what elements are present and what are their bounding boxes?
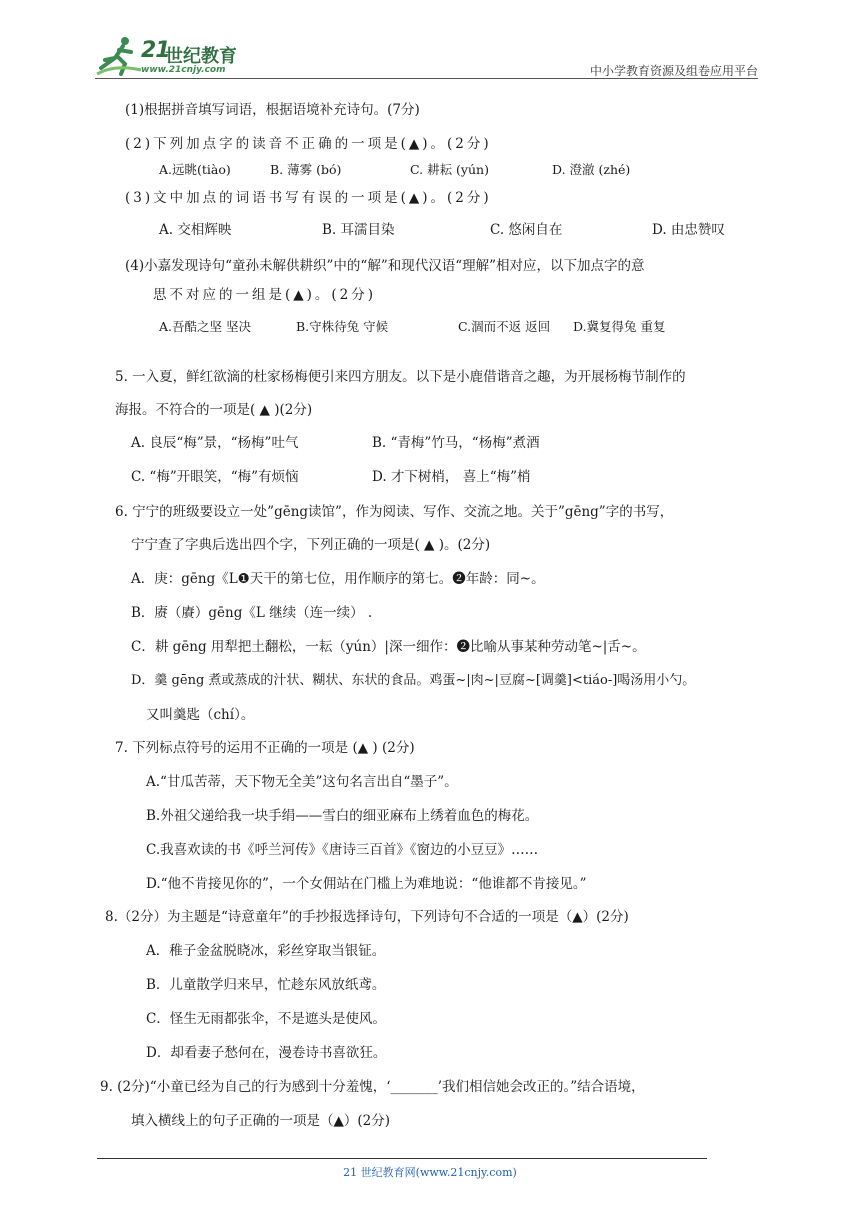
q6-line1: 6. 宁宁的班级要设立一处”gēng读馆”，作为阅读、写作、交流之地。关于”gēng”字的书写， (115, 504, 674, 520)
logo-number: 21 (141, 38, 170, 63)
logo (95, 34, 265, 78)
q6-line2: 宁宁查了字典后选出四个字，下列正确的一项是( ▲ )。(2分) (131, 537, 491, 553)
platform-title: 中小学教育资源及组卷应用平台 (589, 64, 758, 78)
q4-sub2-option-b: B. 薄雾 (bó) (270, 162, 342, 177)
footer-divider (97, 1158, 707, 1159)
q9-line2: 填入横线上的句子正确的一项是（▲）(2分) (131, 1113, 391, 1129)
q4-sub2: (2)下列加点字的读音不正确的一项是(▲)。(2分) (125, 136, 492, 152)
q5-option-c: C. “梅”开眼笑，“梅”有烦恼 (131, 469, 299, 485)
page-header (95, 30, 758, 80)
q7-option-b: B.外祖父递给我一块手绢——雪白的细亚麻布上绣着血色的梅花。 (146, 808, 539, 824)
q5-option-d: D. 才下树梢， 喜上“梅”梢 (372, 469, 531, 485)
running-figure-icon (95, 34, 145, 78)
q7-option-c: C.我喜欢读的书《呼兰河传》《唐诗三百首》《窗边的小豆豆》…… (146, 842, 539, 858)
q6-option-b: B．赓（賡）gēng《L 继续（连一续） . (131, 605, 373, 621)
q6-option-d-line2: 又叫羹匙（chí）。 (146, 707, 255, 723)
q4-sub2-option-a: A.远眺(tiào) (159, 162, 231, 177)
footer-link[interactable]: 21 世纪教育网(www.21cnjy.com) (343, 1166, 517, 1179)
q8-line1: 8.（2分）为主题是“诗意童年”的手抄报选择诗句，下列诗句不合适的一项是（▲）(2分) (105, 909, 629, 925)
q9-line1: 9. (2分)“小童已经为自己的行为感到十分羞愧，‘_______’我们相信她会改正的。”结合语境， (100, 1079, 645, 1095)
q4-sub4-option-b: B.守株待兔 守候 (296, 319, 389, 334)
q4-sub4-option-d: D.冀复得兔 重复 (573, 319, 666, 334)
q6-option-d-line1: D．羹 gēng 煮或蒸成的汁状、糊状、东状的食品。鸡蛋~|肉~|豆腐~[调羹]<tiáo-]喝汤用小勺。 (131, 673, 696, 688)
q4-sub4-option-a: A.吾酷之坚 坚决 (159, 319, 251, 334)
q5-line2: 海报。不符合的一项是( ▲ )(2分) (115, 402, 313, 418)
q7-option-d: D.“他不肯接见你的”，一个女佣站在门槛上为难地说：“他谁都不肯接见。” (146, 876, 587, 892)
q8-option-b: B．儿童散学归来早，忙趁东风放纸鸢。 (146, 977, 386, 993)
q4-sub3-option-b: B. 耳濡目染 (322, 222, 395, 238)
q5-line1: 5. 一入夏，鲜红欲滴的杜家杨梅便引来四方朋友。以下是小鹿借谐音之趣，为开展杨梅节制作的 (115, 369, 686, 385)
q5-option-a: A. 良辰“梅”景，“杨梅”吐气 (131, 435, 299, 451)
header-divider (95, 78, 758, 79)
q6-option-a: A．庚：gēng《L❶天干的第七位，用作顺序的第七。❷年龄：同~。 (131, 571, 545, 587)
q4-sub1: (1)根据拼音填写词语，根据语境补充诗句。(7分) (125, 102, 420, 118)
q4-sub4-line2: 思不对应的一组是(▲)。(2分) (153, 287, 377, 303)
q8-option-a: A．稚子金盆脱晓冰，彩丝穿取当银钲。 (146, 943, 386, 959)
q7-option-a: A.“甘瓜苦蒂，天下物无全美”这句名言出自“墨子”。 (146, 774, 458, 790)
q8-option-d: D．却看妻子愁何在，漫卷诗书喜欲狂。 (146, 1045, 387, 1061)
q4-sub3: (3)文中加点的词语书写有误的一项是(▲)。(2分) (125, 190, 492, 206)
q7-line1: 7. 下列标点符号的运用不正确的一项是 (▲ ) (2分) (115, 740, 415, 756)
q4-sub4-line1: (4)小嘉发现诗句“童孙未解供耕织”中的“解”和现代汉语“理解”相对应，以下加点字的意 (125, 258, 645, 274)
q4-sub2-option-d: D. 澄澈 (zhé) (552, 162, 631, 177)
q4-sub4-option-c: C.涸而不返 返回 (458, 319, 551, 334)
q5-option-b: B. “青梅”竹马，“杨梅”煮酒 (372, 435, 540, 451)
q4-sub3-option-a: A. 交相辉映 (159, 222, 232, 238)
q4-sub3-option-c: C. 悠闲自在 (490, 222, 563, 238)
q8-option-c: C．怪生无雨都张伞，不是遮头是使风。 (146, 1011, 386, 1027)
q4-sub3-option-d: D. 由忠赞叹 (652, 222, 725, 238)
logo-text: 世纪教育 (165, 46, 237, 67)
q6-option-c: C．耕 gēng 用犁把土翻松，一耘（yún）|深一细作：❷比喻从事某种劳动笔~|舌~。 (131, 639, 646, 655)
logo-url: www.21cnjy.com (141, 65, 226, 75)
q4-sub2-option-c: C. 耕耘 (yún) (410, 162, 489, 177)
